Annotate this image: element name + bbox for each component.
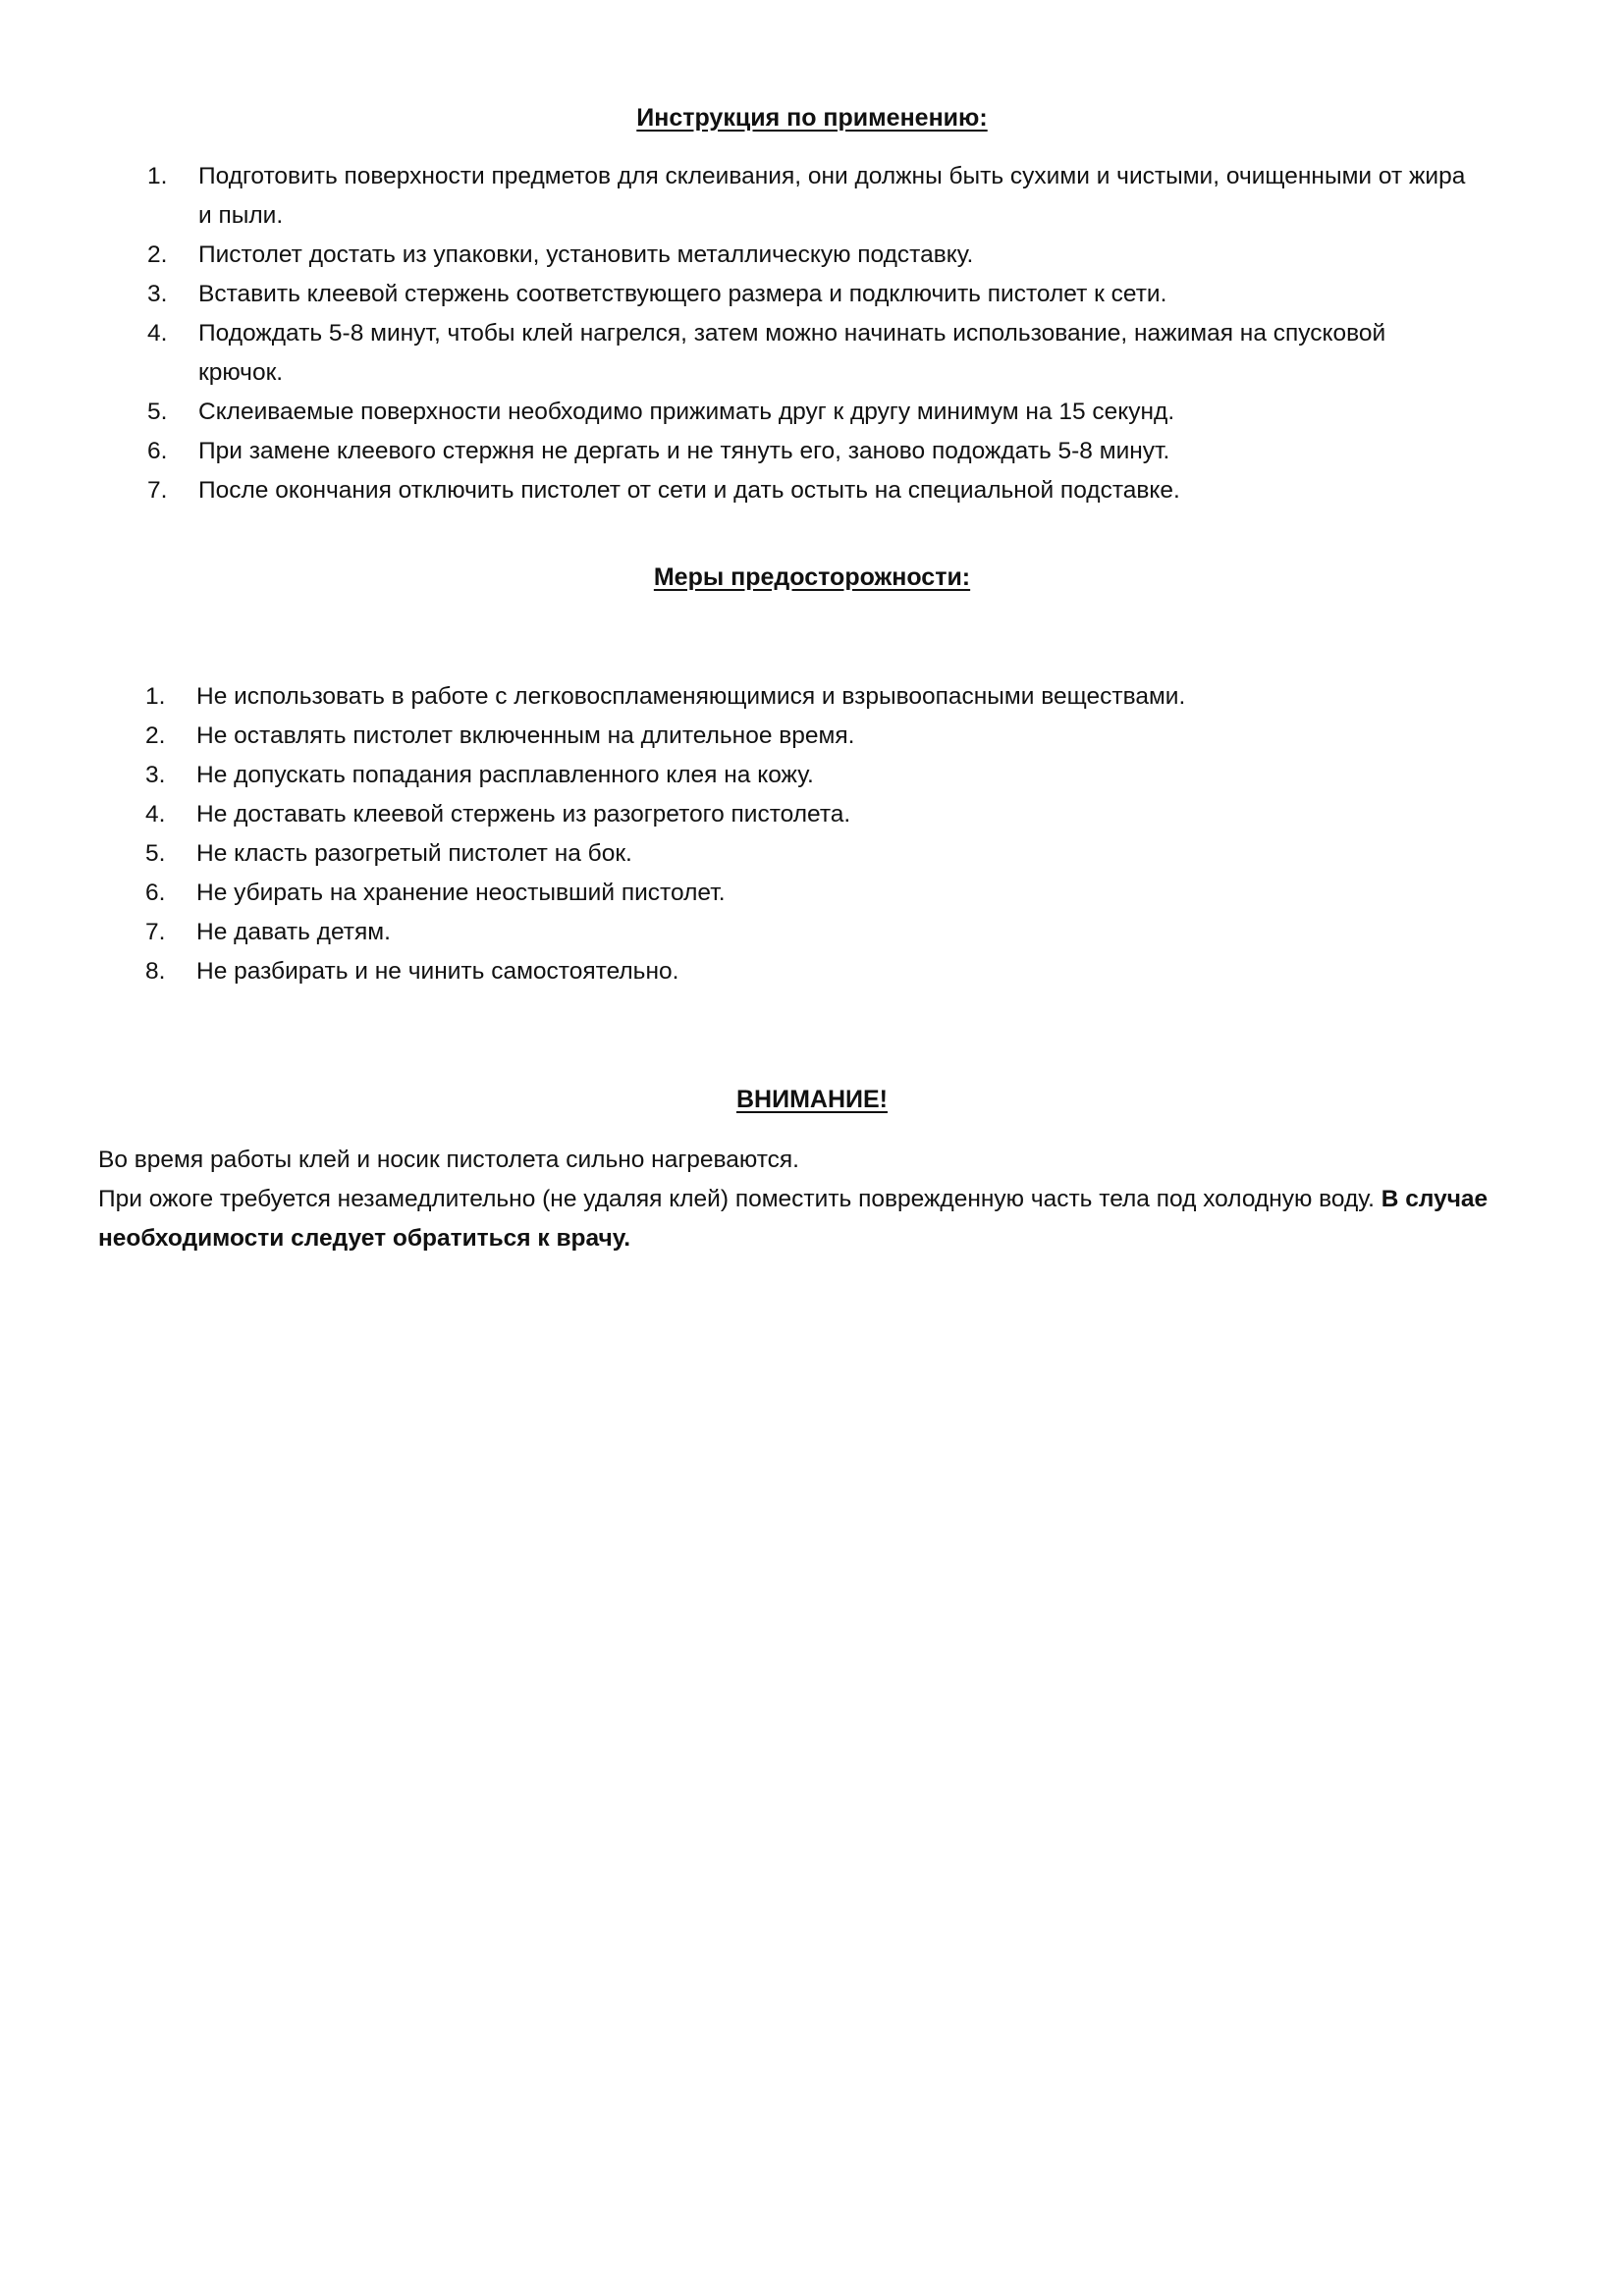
list-item xyxy=(147,275,1475,314)
item-number: 7. xyxy=(147,477,168,504)
item-number: 1. xyxy=(145,683,166,710)
item-text: После окончания отключить пистолет от сети и дать остыть на специальной подставке. xyxy=(198,477,1180,504)
item-text: Пистолет достать из упаковки, установить металлическую подставку. xyxy=(198,241,974,268)
list-item xyxy=(145,677,1473,717)
item-number: 6. xyxy=(147,438,168,464)
list-item xyxy=(147,314,1475,393)
list-item xyxy=(145,952,1473,991)
item-number: 7. xyxy=(145,919,166,945)
item-text: При замене клеевого стержня не дергать и не тянуть его, заново подождать 5-8 минут. xyxy=(198,438,1170,464)
list-item xyxy=(145,756,1473,795)
warning-text xyxy=(98,1141,1492,1258)
item-number: 3. xyxy=(147,281,168,307)
item-text: Не класть разогретый пистолет на бок. xyxy=(196,840,632,867)
list-item xyxy=(147,157,1475,236)
warning-title: ВНИМАНИЕ! xyxy=(736,1086,888,1113)
item-number: 2. xyxy=(147,241,168,268)
list-item xyxy=(147,393,1475,432)
item-text: Не давать детям. xyxy=(196,919,391,945)
item-number: 5. xyxy=(145,840,166,867)
item-text: Не допускать попадания расплавленного клея на кожу. xyxy=(196,762,814,788)
list-item xyxy=(145,795,1473,834)
precautions-list xyxy=(145,677,1473,991)
item-number: 1. xyxy=(147,163,168,189)
item-text: Не доставать клеевой стержень из разогретого пистолета. xyxy=(196,801,851,828)
list-item xyxy=(145,913,1473,952)
item-text: Подождать 5-8 минут, чтобы клей нагрелся, затем можно начинать использование, нажимая на спусковой крючок. xyxy=(198,320,1386,386)
item-text: Не оставлять пистолет включенным на длительное время. xyxy=(196,722,855,749)
instructions-title: Инструкция по применению: xyxy=(636,104,988,132)
item-number: 4. xyxy=(147,320,168,347)
warning-line-2-bold: В случае необходимости следует обратиться к врачу. xyxy=(98,1186,1489,1252)
item-number: 3. xyxy=(145,762,166,788)
instructions-list xyxy=(147,157,1475,510)
list-item xyxy=(147,471,1475,510)
item-number: 6. xyxy=(145,880,166,906)
item-text: Подготовить поверхности предметов для склеивания, они должны быть сухими и чистыми, очищенными от жира и пыли. xyxy=(198,163,1466,229)
item-text: Вставить клеевой стержень соответствующего размера и подключить пистолет к сети. xyxy=(198,281,1167,307)
item-text: Не убирать на хранение неостывший пистолет. xyxy=(196,880,726,906)
item-number: 2. xyxy=(145,722,166,749)
item-number: 8. xyxy=(145,958,166,985)
warning-line-1: Во время работы клей и носик пистолета сильно нагреваются. xyxy=(98,1147,799,1173)
item-text: Не использовать в работе с легковоспламеняющимися и взрывоопасными веществами. xyxy=(196,683,1186,710)
item-text: Склеиваемые поверхности необходимо прижимать друг к другу минимум на 15 секунд. xyxy=(198,399,1175,425)
precautions-title: Меры предосторожности: xyxy=(653,563,971,591)
item-number: 4. xyxy=(145,801,166,828)
list-item xyxy=(145,717,1473,756)
list-item xyxy=(145,834,1473,874)
item-number: 5. xyxy=(147,399,168,425)
list-item xyxy=(145,874,1473,913)
list-item xyxy=(147,236,1475,275)
item-text: Не разбирать и не чинить самостоятельно. xyxy=(196,958,679,985)
list-item xyxy=(147,432,1475,471)
warning-line-2: При ожоге требуется незамедлительно (не удаляя клей) поместить поврежденную часть тела под холодную воду. xyxy=(98,1186,1375,1212)
